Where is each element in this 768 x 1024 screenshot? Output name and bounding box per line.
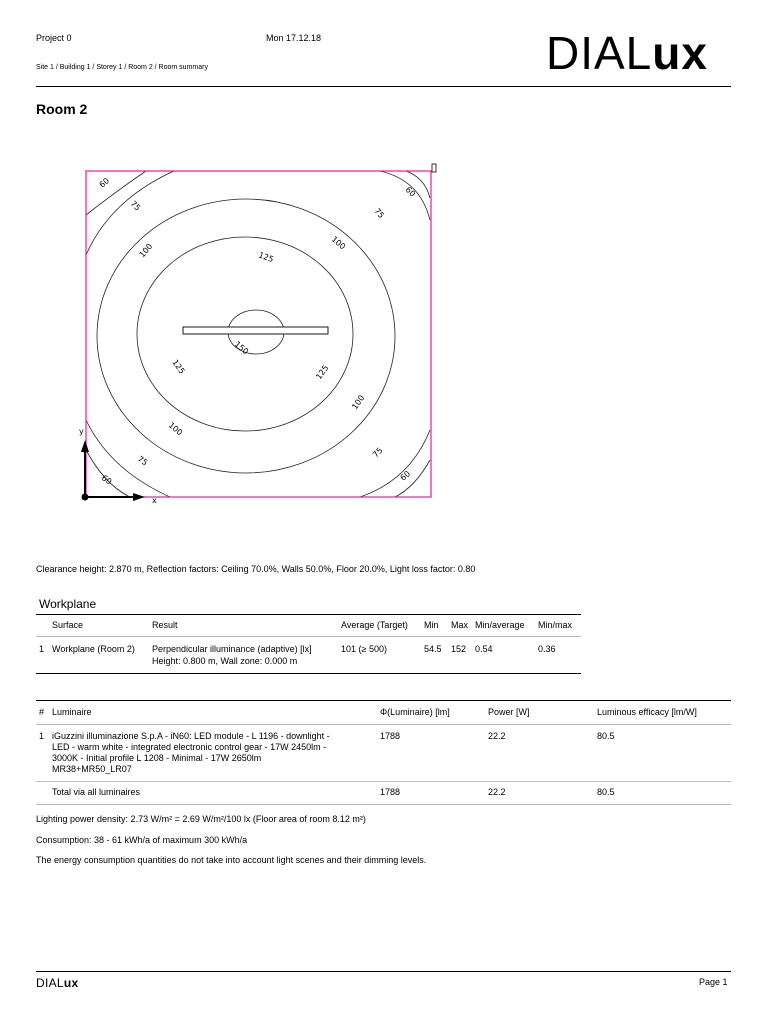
contour-label: 125 — [170, 357, 187, 376]
luminaire-description-line: LED - warm white - integrated electronic control gear - 17W 2450lm - — [52, 742, 327, 752]
result-type: Perpendicular illuminance (adaptive) [lx] — [152, 644, 312, 654]
room-marker — [432, 164, 436, 172]
origin-point — [82, 494, 89, 501]
contour-label: 100 — [137, 241, 155, 260]
luminaire-bottom-rule — [36, 804, 731, 805]
contour-label: 125 — [314, 363, 331, 382]
y-axis-label: y — [79, 427, 84, 436]
contour-label: 100 — [329, 234, 348, 252]
contour-label: 60 — [97, 176, 112, 190]
min-value: 54.5 — [424, 644, 442, 654]
total-flux: 1788 — [380, 787, 401, 797]
flux-value: 1788 — [380, 731, 401, 741]
contour-label: 125 — [257, 250, 275, 265]
luminaire-description-line: MR38+MR50_LR07 — [52, 764, 132, 774]
contour-line — [86, 450, 130, 497]
contour-label: 60 — [398, 469, 413, 483]
total-label: Total via all luminaires — [52, 787, 141, 797]
contour-line — [97, 199, 395, 473]
contour-label: 60 — [403, 185, 418, 199]
project-name: Project 0 — [36, 33, 72, 43]
min-average-value: 0.54 — [475, 644, 493, 654]
max-value: 152 — [451, 644, 467, 654]
contour-label: 75 — [135, 454, 150, 468]
col-max: Max — [451, 620, 469, 630]
contour-label: 100 — [350, 393, 367, 412]
contour-label: 150 — [232, 339, 251, 357]
col-min-average: Min/average — [475, 620, 525, 630]
total-power: 22.2 — [488, 787, 506, 797]
contour-line — [380, 171, 430, 220]
page-number: Page 1 — [699, 977, 728, 987]
workplane-heading: Workplane — [39, 597, 97, 611]
row-index: 1 — [39, 731, 45, 741]
luminaire-header-rule — [36, 724, 731, 725]
workplane-bottom-rule — [36, 673, 581, 674]
footer-logo: DIALux — [36, 976, 79, 990]
power-density-note: Lighting power density: 2.73 W/m² = 2.69 W/m²/100 lx (Floor area of room 8.12 m²) — [36, 814, 366, 824]
col-surface: Surface — [52, 620, 84, 630]
min-max-value: 0.36 — [538, 644, 556, 654]
x-axis-label: x — [152, 496, 157, 505]
row-index: 1 — [39, 644, 45, 654]
average-value: 101 (≥ 500) — [341, 644, 387, 654]
total-efficacy: 80.5 — [597, 787, 615, 797]
contour-label: 60 — [99, 473, 114, 487]
contour-label: 75 — [371, 445, 385, 460]
luminaire-description-line: iGuzzini illuminazione S.p.A - iN60: LED module - L 1196 - downlight - — [52, 731, 330, 741]
contour-label: 75 — [372, 206, 386, 221]
col-result: Result — [152, 620, 178, 630]
col-luminaire: Luminaire — [52, 707, 92, 717]
col-efficacy: Luminous efficacy [lm/W] — [597, 707, 697, 717]
workplane-top-rule — [36, 614, 581, 615]
footer-divider — [36, 971, 731, 972]
luminaire-top-rule — [36, 700, 731, 701]
page-title: Room 2 — [36, 101, 88, 117]
col-min-max: Min/max — [538, 620, 573, 630]
luminaire-row-rule — [36, 781, 731, 782]
x-axis-arrow — [133, 493, 145, 501]
col-min: Min — [424, 620, 439, 630]
luminaire-symbol — [183, 327, 328, 334]
result-detail: Height: 0.800 m, Wall zone: 0.000 m — [152, 656, 298, 666]
contour-label: 75 — [128, 199, 143, 213]
contour-label: 100 — [166, 420, 185, 438]
y-axis-arrow — [81, 440, 89, 452]
col-number: # — [39, 707, 45, 717]
contour-line — [86, 420, 170, 497]
luminaire-description-line: 3000K - Initial profile L 1208 - Minimal - 17W 2650lm — [52, 753, 262, 763]
col-average: Average (Target) — [341, 620, 408, 630]
breadcrumb: Site 1 / Building 1 / Storey 1 / Room 2 / Room summary — [36, 64, 208, 71]
energy-disclaimer: The energy consumption quantities do not take into account light scenes and their dimming levels. — [36, 855, 427, 865]
power-value: 22.2 — [488, 731, 506, 741]
report-date: Mon 17.12.18 — [266, 33, 322, 43]
contour-line — [360, 430, 430, 497]
surface-name: Workplane (Room 2) — [52, 644, 135, 654]
dialux-logo: DIALux — [546, 27, 708, 79]
room-parameters: Clearance height: 2.870 m, Reflection factors: Ceiling 70.0%, Walls 50.0%, Floor 20.0%, Light loss factor: 0.80 — [36, 564, 476, 574]
efficacy-value: 80.5 — [597, 731, 615, 741]
workplane-header-rule — [36, 636, 581, 637]
consumption-note: Consumption: 38 - 61 kWh/a of maximum 300 kWh/a — [36, 835, 248, 845]
col-power: Power [W] — [488, 707, 530, 717]
col-flux: Φ(Luminaire) [lm] — [380, 707, 450, 717]
